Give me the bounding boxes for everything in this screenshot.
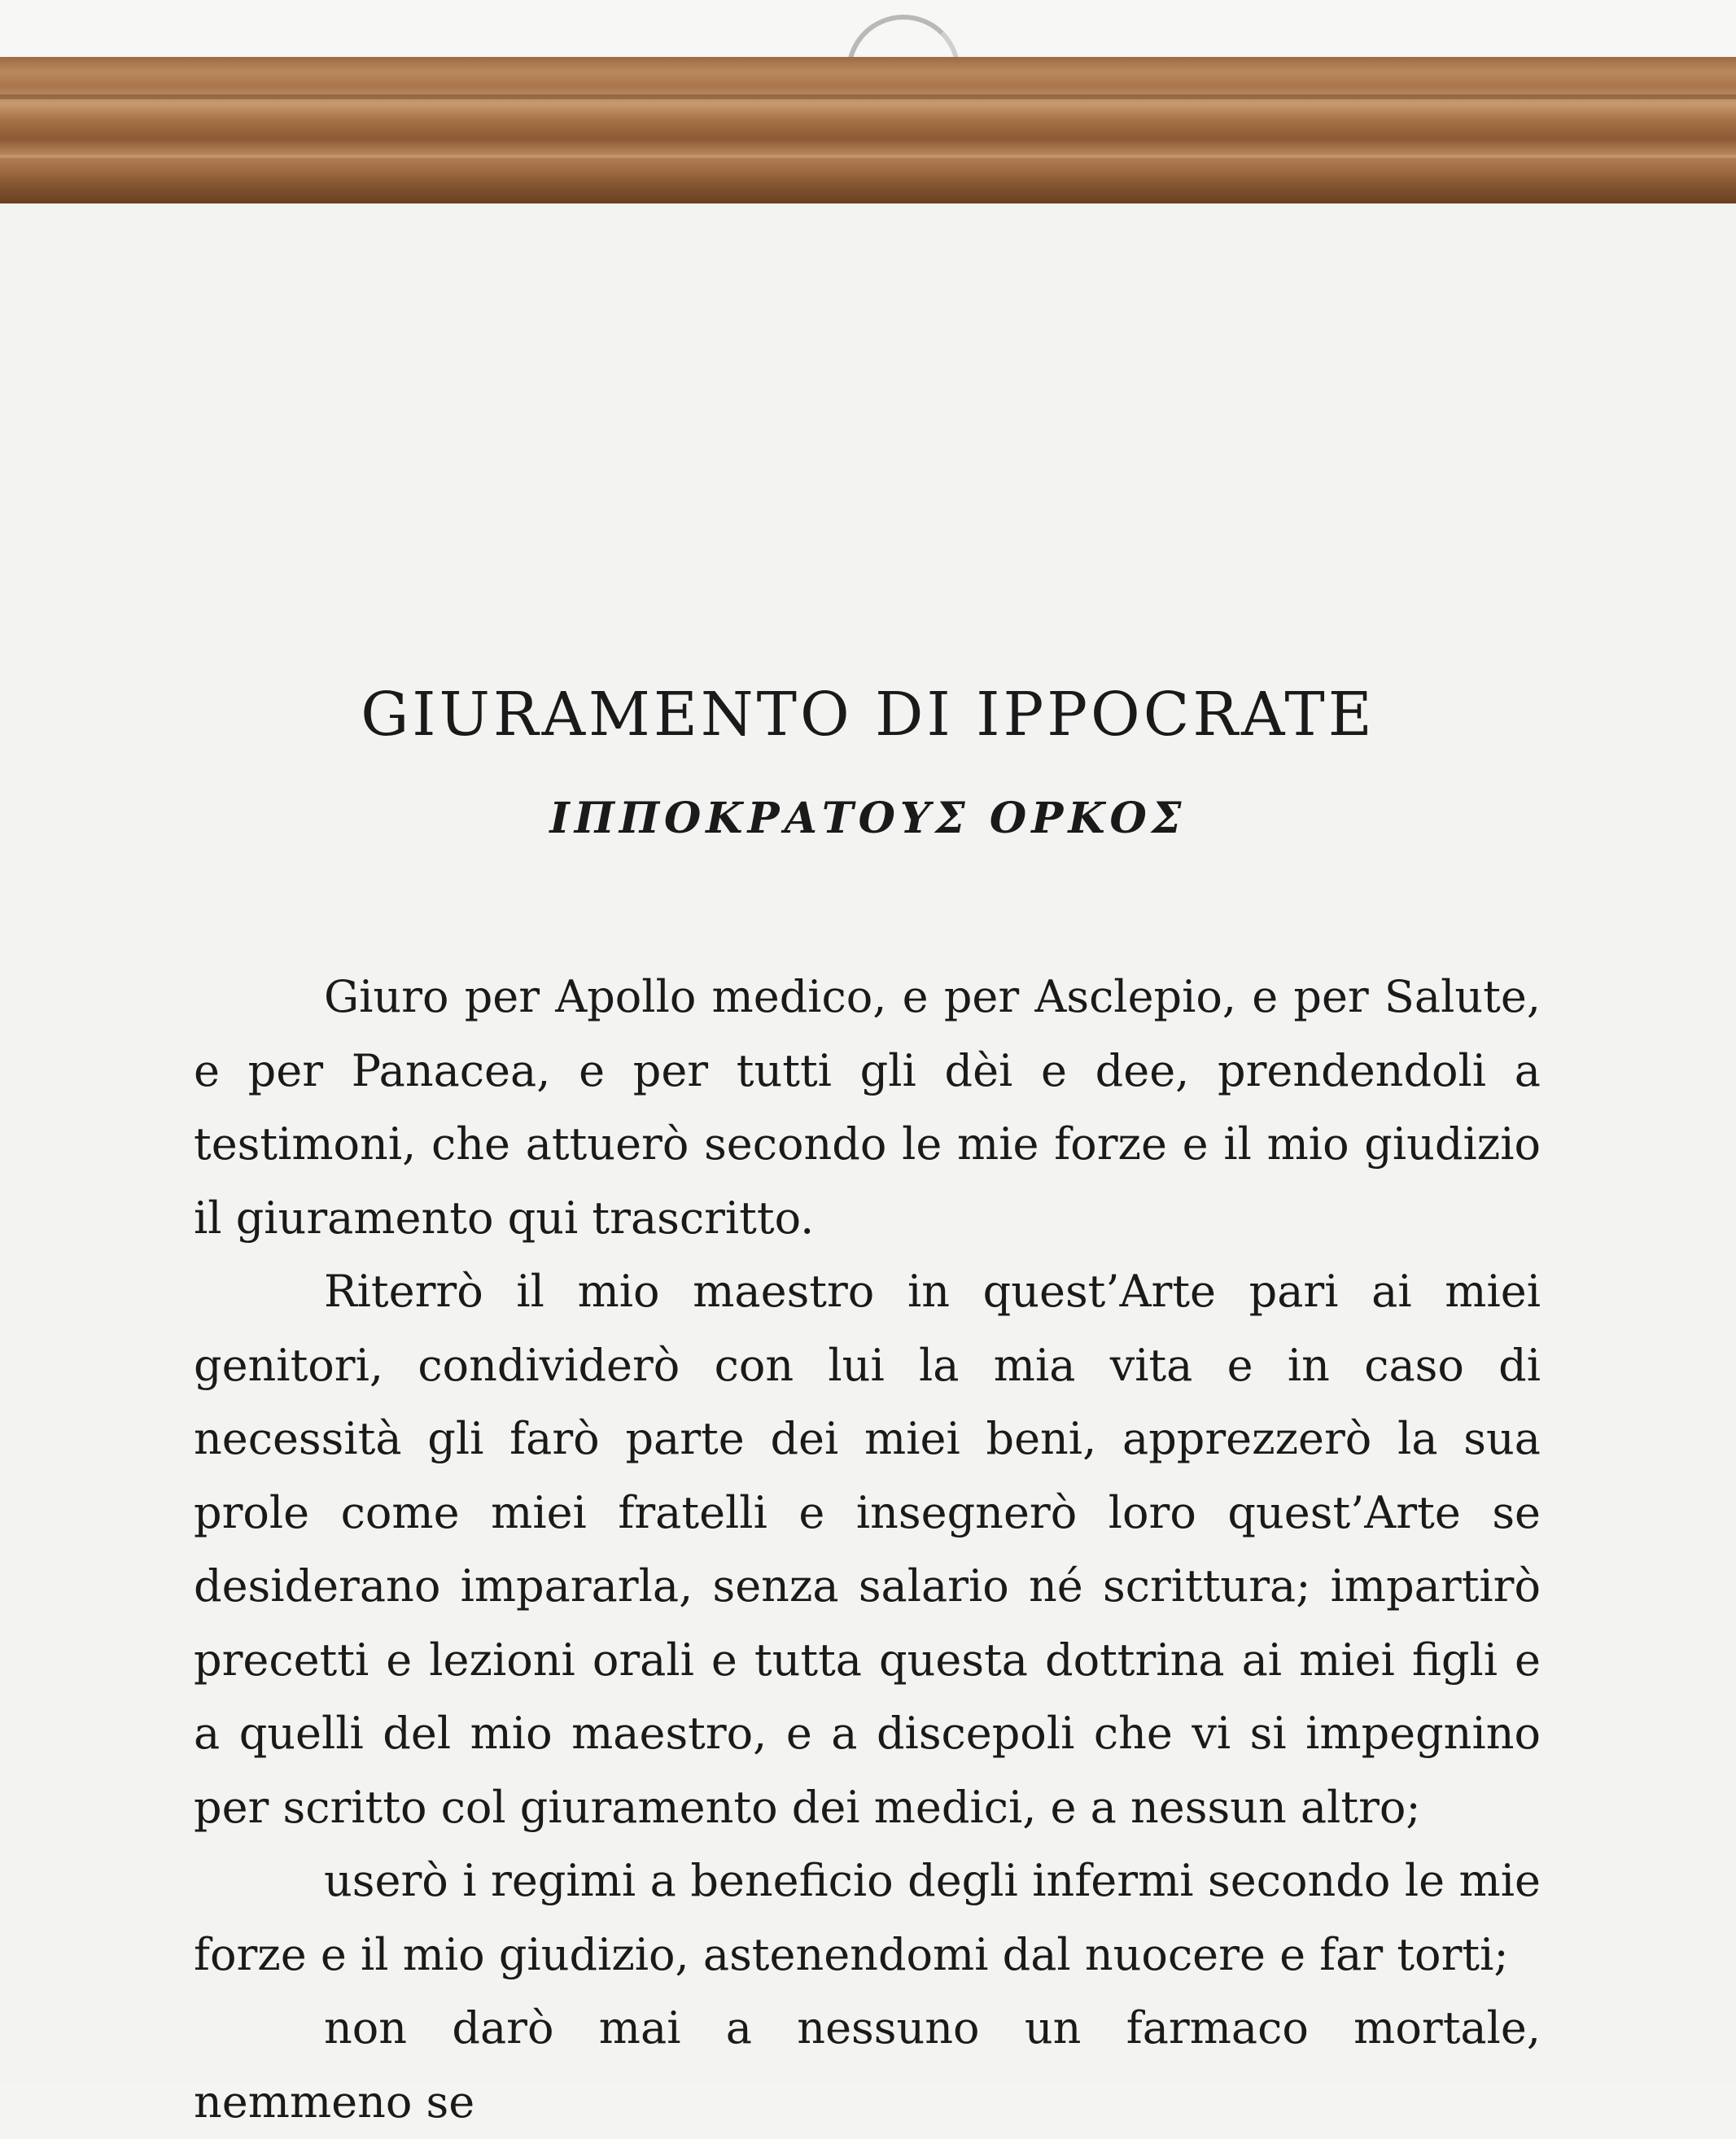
- rail-groove: [0, 94, 1736, 99]
- paragraph-2: Riterrò il mio maestro in quest’Arte pari ai miei genitori, condividerò con lui la mia vita e in caso di necessità gli farò parte dei miei beni, apprezzerò la sua prole come miei fratelli e insegnerò loro quest’Arte se desiderano impararla, senza salario né scrittura; impartirò precetti e lezioni orali e tutta questa dottrina ai miei figli e a quelli del mio maestro, e a discepoli che vi si impegnino per scritto col giuramento dei medici, e a nessun altro;: [194, 1266, 1541, 1833]
- rail-highlight: [0, 155, 1736, 158]
- paragraph-1: Giuro per Apollo medico, e per Asclepio, e per Salute, e per Panacea, e per tutti gli dèi e dee, prendendoli a testimoni, che attuerò secondo le mie forze e il mio giudizio il giuramento qui trascritto.: [194, 971, 1541, 1244]
- oath-text: [194, 960, 1541, 2139]
- wooden-hanger-rail: [0, 57, 1736, 203]
- paragraph-4: non darò mai a nessuno un farmaco mortale, nemmeno se: [194, 2002, 1541, 2128]
- paragraph-3: userò i regimi a beneficio degli infermi secondo le mie forze e il mio giudizio, astenendomi dal nuocere e far torti;: [194, 1855, 1541, 1980]
- greek-subtitle: ΙΠΠΟΚΡΑΤΟΥΣ ΟΡΚΟΣ: [549, 794, 1187, 843]
- document-title: GIURAMENTO DI IPPOCRATE: [361, 680, 1375, 750]
